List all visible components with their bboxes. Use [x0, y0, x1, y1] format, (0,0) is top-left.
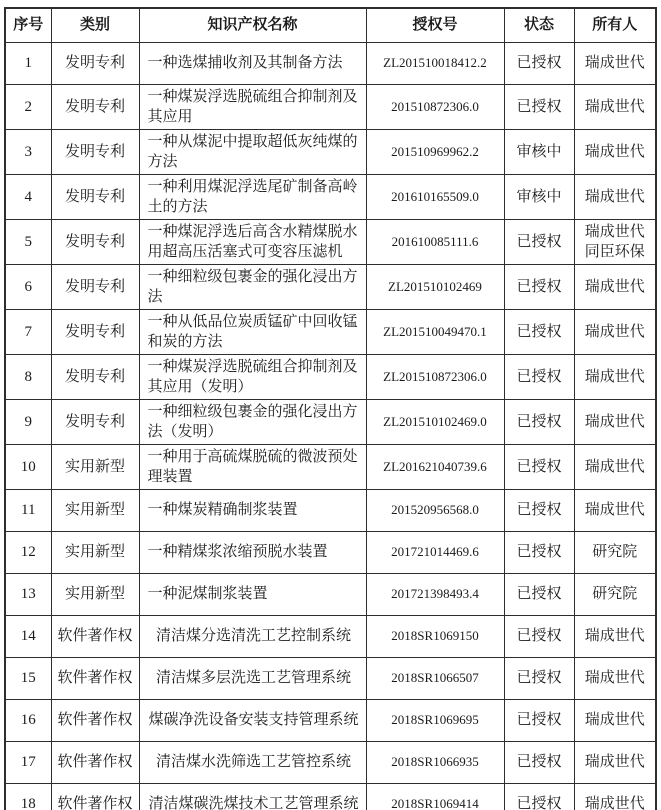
cell-status: 审核中	[504, 129, 574, 174]
cell-grant-number: 2018SR1066507	[366, 657, 504, 699]
cell-ip-name: 煤碳净洗设备安装支持管理系统	[139, 699, 366, 741]
cell-grant-number: ZL201510102469.0	[366, 399, 504, 444]
cell-ip-name: 一种细粒级包裹金的强化浸出方法（发明）	[139, 399, 366, 444]
cell-ip-name: 清洁煤碳洗煤技术工艺管理系统	[139, 783, 366, 810]
cell-owner: 瑞成世代	[574, 264, 656, 309]
cell-index: 11	[5, 489, 51, 531]
cell-status: 已授权	[504, 783, 574, 810]
cell-index: 5	[5, 219, 51, 264]
cell-category: 发明专利	[51, 264, 139, 309]
cell-owner: 瑞成世代	[574, 783, 656, 810]
cell-owner: 瑞成世代	[574, 489, 656, 531]
cell-index: 9	[5, 399, 51, 444]
ip-table	[4, 7, 657, 810]
cell-ip-name: 清洁煤水洗筛选工艺管控系统	[139, 741, 366, 783]
cell-index: 4	[5, 174, 51, 219]
cell-ip-name: 一种细粒级包裹金的强化浸出方法	[139, 264, 366, 309]
column-header-number: 授权号	[366, 8, 504, 42]
cell-category: 实用新型	[51, 444, 139, 489]
table-row	[5, 783, 656, 810]
table-row	[5, 84, 656, 129]
column-header-index: 序号	[5, 8, 51, 42]
cell-index: 1	[5, 42, 51, 84]
cell-grant-number: ZL201510018412.2	[366, 42, 504, 84]
cell-index: 3	[5, 129, 51, 174]
cell-status: 已授权	[504, 444, 574, 489]
cell-status: 已授权	[504, 309, 574, 354]
cell-grant-number: 2018SR1069150	[366, 615, 504, 657]
cell-category: 发明专利	[51, 174, 139, 219]
cell-owner: 瑞成世代	[574, 741, 656, 783]
cell-ip-name: 一种煤炭精确制浆装置	[139, 489, 366, 531]
cell-status: 已授权	[504, 615, 574, 657]
cell-grant-number: 2018SR1066935	[366, 741, 504, 783]
cell-owner: 瑞成世代	[574, 42, 656, 84]
cell-category: 发明专利	[51, 129, 139, 174]
cell-grant-number: 2018SR1069695	[366, 699, 504, 741]
cell-grant-number: 2018SR1069414	[366, 783, 504, 810]
cell-status: 已授权	[504, 699, 574, 741]
cell-category: 软件著作权	[51, 657, 139, 699]
cell-status: 已授权	[504, 354, 574, 399]
cell-ip-name: 一种煤泥浮选后高含水精煤脱水用超高压活塞式可变容压滤机	[139, 219, 366, 264]
table-row	[5, 699, 656, 741]
table-header	[5, 8, 656, 42]
column-header-name: 知识产权名称	[139, 8, 366, 42]
cell-index: 7	[5, 309, 51, 354]
cell-owner: 瑞成世代	[574, 657, 656, 699]
cell-owner: 瑞成世代同臣环保	[574, 219, 656, 264]
table-row	[5, 657, 656, 699]
cell-category: 发明专利	[51, 219, 139, 264]
cell-owner: 瑞成世代	[574, 699, 656, 741]
cell-category: 发明专利	[51, 399, 139, 444]
cell-ip-name: 一种用于高硫煤脱硫的微波预处理装置	[139, 444, 366, 489]
table-row	[5, 615, 656, 657]
table-row	[5, 741, 656, 783]
cell-ip-name: 一种泥煤制浆装置	[139, 573, 366, 615]
table-row	[5, 264, 656, 309]
cell-index: 13	[5, 573, 51, 615]
cell-category: 实用新型	[51, 489, 139, 531]
cell-owner: 研究院	[574, 573, 656, 615]
cell-category: 实用新型	[51, 531, 139, 573]
cell-index: 10	[5, 444, 51, 489]
cell-status: 已授权	[504, 489, 574, 531]
cell-index: 16	[5, 699, 51, 741]
column-header-category: 类别	[51, 8, 139, 42]
cell-owner: 瑞成世代	[574, 174, 656, 219]
table-row	[5, 573, 656, 615]
cell-category: 发明专利	[51, 354, 139, 399]
table-row	[5, 309, 656, 354]
cell-owner: 瑞成世代	[574, 309, 656, 354]
cell-status: 已授权	[504, 741, 574, 783]
cell-owner: 瑞成世代	[574, 129, 656, 174]
cell-owner: 研究院	[574, 531, 656, 573]
cell-index: 12	[5, 531, 51, 573]
table-row	[5, 354, 656, 399]
cell-ip-name: 一种煤炭浮选脱硫组合抑制剂及其应用	[139, 84, 366, 129]
cell-grant-number: ZL201510872306.0	[366, 354, 504, 399]
table-row	[5, 489, 656, 531]
cell-grant-number: ZL201621040739.6	[366, 444, 504, 489]
cell-index: 2	[5, 84, 51, 129]
cell-category: 实用新型	[51, 573, 139, 615]
cell-grant-number: 201721014469.6	[366, 531, 504, 573]
cell-grant-number: 201721398493.4	[366, 573, 504, 615]
cell-grant-number: 201510969962.2	[366, 129, 504, 174]
cell-index: 8	[5, 354, 51, 399]
cell-owner: 瑞成世代	[574, 84, 656, 129]
cell-ip-name: 一种煤炭浮选脱硫组合抑制剂及其应用（发明）	[139, 354, 366, 399]
cell-ip-name: 一种选煤捕收剂及其制备方法	[139, 42, 366, 84]
cell-owner: 瑞成世代	[574, 444, 656, 489]
table-row	[5, 174, 656, 219]
cell-grant-number: 201510872306.0	[366, 84, 504, 129]
cell-status: 已授权	[504, 531, 574, 573]
cell-ip-name: 一种从煤泥中提取超低灰纯煤的方法	[139, 129, 366, 174]
cell-status: 已授权	[504, 573, 574, 615]
table-row	[5, 444, 656, 489]
cell-ip-name: 一种利用煤泥浮选尾矿制备高岭土的方法	[139, 174, 366, 219]
cell-category: 发明专利	[51, 42, 139, 84]
cell-category: 软件著作权	[51, 615, 139, 657]
column-header-owner: 所有人	[574, 8, 656, 42]
cell-status: 已授权	[504, 84, 574, 129]
cell-index: 15	[5, 657, 51, 699]
cell-status: 已授权	[504, 42, 574, 84]
cell-grant-number: 201610085111.6	[366, 219, 504, 264]
cell-grant-number: 201610165509.0	[366, 174, 504, 219]
cell-ip-name: 一种从低品位炭质锰矿中回收锰和炭的方法	[139, 309, 366, 354]
cell-index: 17	[5, 741, 51, 783]
cell-index: 18	[5, 783, 51, 810]
table-body	[5, 42, 656, 810]
cell-index: 14	[5, 615, 51, 657]
cell-category: 软件著作权	[51, 741, 139, 783]
header-row	[5, 8, 656, 42]
cell-status: 已授权	[504, 399, 574, 444]
cell-index: 6	[5, 264, 51, 309]
cell-category: 软件著作权	[51, 783, 139, 810]
column-header-status: 状态	[504, 8, 574, 42]
cell-grant-number: 201520956568.0	[366, 489, 504, 531]
cell-grant-number: ZL201510102469	[366, 264, 504, 309]
cell-category: 软件著作权	[51, 699, 139, 741]
table-row	[5, 399, 656, 444]
table-row	[5, 531, 656, 573]
cell-ip-name: 清洁煤分选清洗工艺控制系统	[139, 615, 366, 657]
cell-status: 已授权	[504, 219, 574, 264]
cell-owner: 瑞成世代	[574, 354, 656, 399]
cell-status: 已授权	[504, 264, 574, 309]
cell-ip-name: 清洁煤多层洗选工艺管理系统	[139, 657, 366, 699]
cell-owner: 瑞成世代	[574, 399, 656, 444]
cell-ip-name: 一种精煤浆浓缩预脱水装置	[139, 531, 366, 573]
cell-status: 审核中	[504, 174, 574, 219]
cell-owner: 瑞成世代	[574, 615, 656, 657]
cell-category: 发明专利	[51, 84, 139, 129]
cell-grant-number: ZL201510049470.1	[366, 309, 504, 354]
table-row	[5, 129, 656, 174]
cell-category: 发明专利	[51, 309, 139, 354]
table-row	[5, 219, 656, 264]
table-row	[5, 42, 656, 84]
cell-status: 已授权	[504, 657, 574, 699]
